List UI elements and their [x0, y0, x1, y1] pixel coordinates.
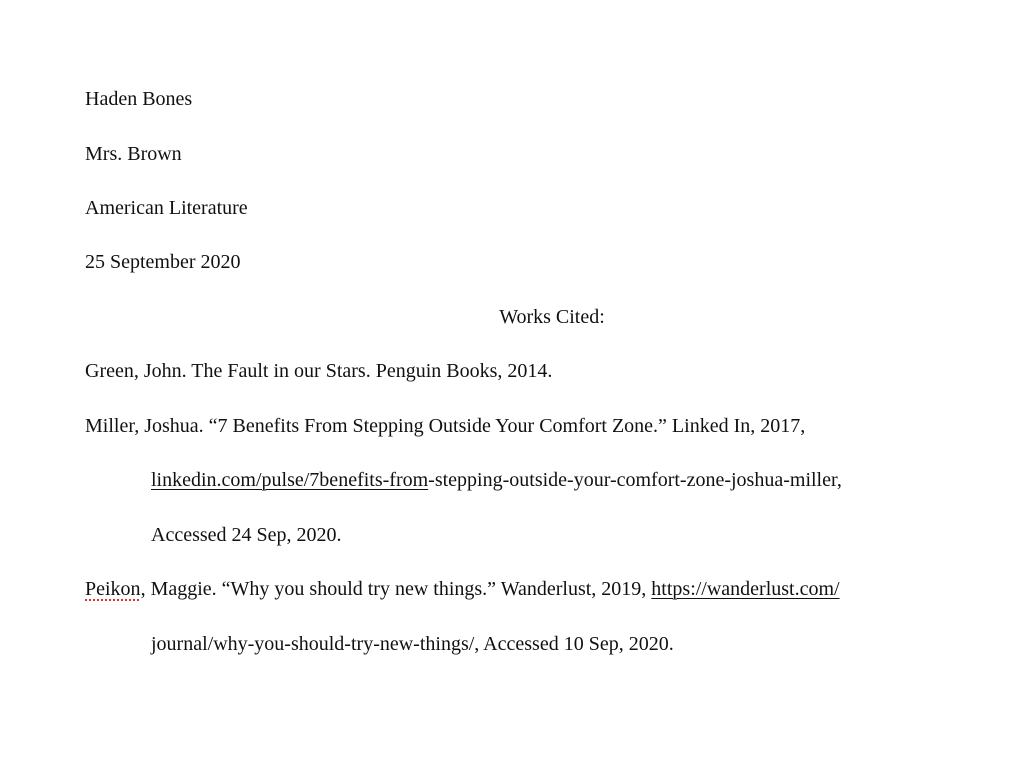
peikon-citation-text: , Maggie. “Why you should try new things.” Wanderlust, 2019,: [140, 578, 652, 600]
citation-peikon-line1: [85, 577, 840, 601]
wanderlust-url-link[interactable]: https://wanderlust.com/: [651, 578, 840, 600]
teacher-name: Mrs. Brown: [85, 143, 182, 165]
author-name: Haden Bones: [85, 88, 193, 110]
misspelled-word[interactable]: Peikon: [85, 578, 141, 600]
citation-miller-line3: Accessed 24 Sep, 2020.: [151, 524, 342, 546]
miller-url-rest: -stepping-outside-your-comfort-zone-joshua-miller,: [428, 469, 842, 491]
citation-miller-line1: Miller, Joshua. “7 Benefits From Stepping Outside Your Comfort Zone.” Linked In, 2017,: [85, 415, 806, 437]
citation-green: Green, John. The Fault in our Stars. Penguin Books, 2014.: [85, 360, 553, 382]
citation-peikon-line2: journal/why-you-should-try-new-things/, Accessed 10 Sep, 2020.: [151, 633, 674, 655]
works-cited-heading: Works Cited:: [499, 306, 605, 328]
document-date: 25 September 2020: [85, 251, 241, 273]
miller-url-link[interactable]: linkedin.com/pulse/7benefits-from: [151, 469, 429, 491]
citation-miller-line2: [151, 468, 842, 492]
course-name: American Literature: [85, 197, 248, 219]
